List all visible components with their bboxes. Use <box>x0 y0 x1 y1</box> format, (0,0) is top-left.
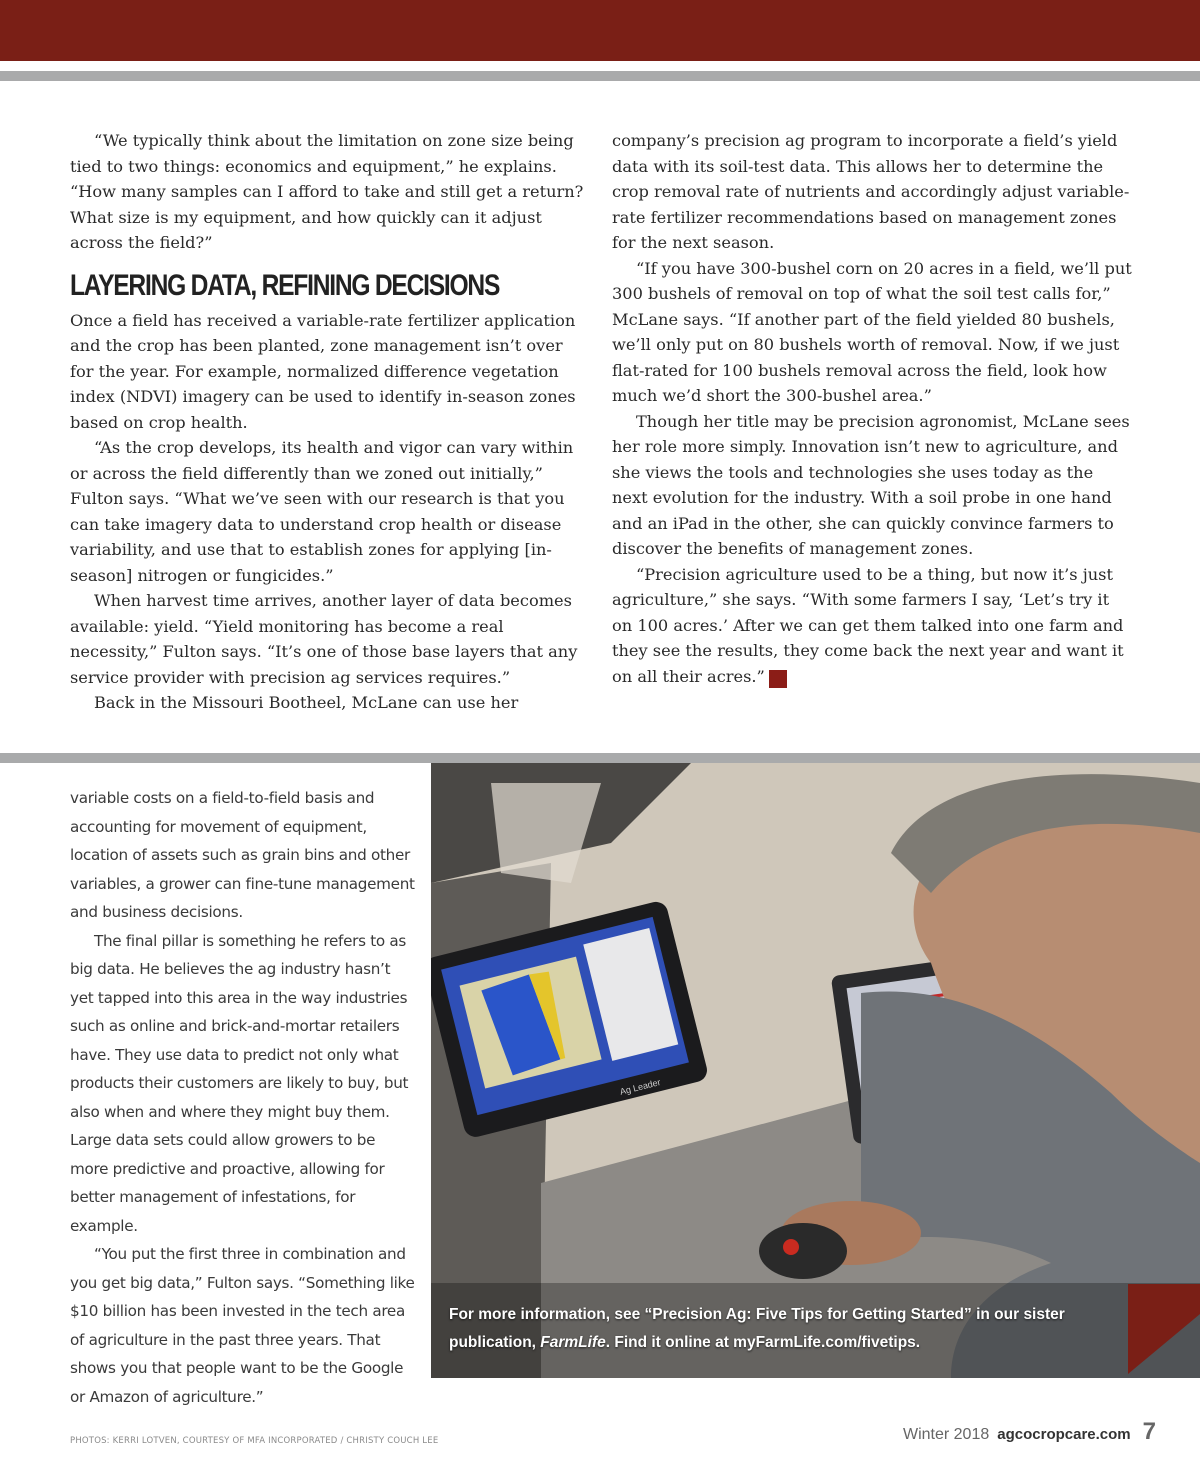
body-paragraph: company’s precision ag program to incorporate a field’s yield data with its soil-test data. This allows her to determine the crop removal rate of nutrients and accordingly adjust variable-rate fertilizer recommendations based on management zones for the next season. <box>612 131 1130 252</box>
photo-illustration <box>431 763 1200 1378</box>
body-paragraph: The final pillar is something he refers to as big data. He believes the ag industry hasn’t yet tapped into this area in the way industries such as online and brick-and-mortar retailers have. They use data to predict not only what products their customers are likely to buy, but also when and where they might buy them. Large data sets could allow growers to be more predictive and proactive, allowing for better management of infestations, for example. <box>70 931 409 1235</box>
page-number: 7 <box>1142 1418 1156 1445</box>
caption-text: For more information, see “Precision Ag: Five Tips for Getting Started” in our sister publication, <box>449 1306 1065 1351</box>
mid-gray-rule <box>0 753 1200 763</box>
body-paragraph: “As the crop develops, its health and vigor can vary within or across the field differently than we zoned out initially,” Fulton says. “What we’ve seen with our research is that you can take imagery data to understand crop health or disease variability, and use that to establish zones for applying [in-season] nitrogen or fungicides.” <box>70 438 574 585</box>
section-heading: LAYERING DATA, REFINING DECISIONS <box>70 268 500 302</box>
body-paragraph: variable costs on a field-to-field basis and accounting for movement of equipment, location of assets such as grain bins and other variables, a grower can fine-tune management and business decisions. <box>70 789 415 921</box>
lower-left-column <box>70 784 415 1411</box>
caption-publication: FarmLife <box>540 1334 606 1351</box>
upper-left-column <box>70 128 590 716</box>
top-brand-band <box>0 0 1200 61</box>
joystick-button <box>783 1239 799 1255</box>
issue-label: Winter 2018 <box>902 1426 990 1443</box>
corner-flag-decoration <box>1128 1284 1200 1374</box>
page-footer <box>903 1418 1156 1448</box>
photo-caption <box>449 1301 1089 1357</box>
body-paragraph: “We typically think about the limitation on zone size being tied to two things: economics and equipment,” he explains. “How many samples can I afford to take and still get a return? What size is my equipment, and how quickly can it adjust across the field?” <box>70 131 584 252</box>
end-of-story-mark: A <box>769 670 787 688</box>
website-link[interactable]: agcocropcare.com <box>997 1426 1131 1443</box>
body-paragraph: Back in the Missouri Bootheel, McLane can use her <box>94 693 519 712</box>
photo-credit: PHOTOS: KERRI LOTVEN, COURTESY OF MFA INCORPORATED / CHRISTY COUCH LEE <box>70 1436 439 1446</box>
body-paragraph: Though her title may be precision agronomist, McLane sees her role more simply. Innovation isn’t new to agriculture, and she views the tools and technologies she uses today as the next evolution for the industry. With a soil probe in one hand and an iPad in the other, she can quickly convince farmers to discover the benefits of management zones. <box>612 411 1130 558</box>
monitor-brand-label: Ag Leader <box>618 1077 662 1097</box>
body-paragraph: Once a field has received a variable-rate fertilizer application and the crop has been planted, zone management isn’t over for the year. For example, normalized difference vegetation index (NDVI) imagery can be used to identify in-season zones based on crop health. <box>70 310 576 432</box>
body-paragraph: “If you have 300-bushel corn on 20 acres in a field, we’ll put 300 bushels of removal on top of what the soil test calls for,” McLane says. “If another part of the field yielded 80 bushels, we’ll only put on 80 bushels worth of removal. Now, if we just flat-rated for 100 bushels removal across the field, look how much we’d short the 300-bushel area.” <box>612 258 1132 405</box>
body-paragraph: When harvest time arrives, another layer of data becomes available: yield. “Yield monitoring has become a real necessity,” Fulton says. “It’s one of those base layers that any service provider with precision ag services requires.” <box>70 591 578 687</box>
corner-flag-shape <box>1128 1284 1200 1374</box>
body-paragraph: “You put the first three in combination and you get big data,” Fulton says. “Something like $10 billion has been invested in the tech area of agriculture in the past three years. That shows you that people want to be the Google or Amazon of agriculture.” <box>70 1245 415 1406</box>
upper-right-column <box>612 128 1132 689</box>
top-gray-rule <box>0 71 1200 81</box>
last-paragraph-text: “Precision agriculture used to be a thing, but now it’s just agriculture,” she says. “With some farmers I say, ‘Let’s try it on 100 acres.’ After we can get them talked into one farm and they see the results, they come back the next year and want it on all their acres.” <box>612 564 1124 686</box>
body-paragraph-last <box>612 562 1132 690</box>
tractor-cab-photo <box>431 763 1200 1378</box>
joystick-handle <box>759 1223 847 1279</box>
caption-link-text: . Find it online at myFarmLife.com/fivetips. <box>605 1334 921 1351</box>
